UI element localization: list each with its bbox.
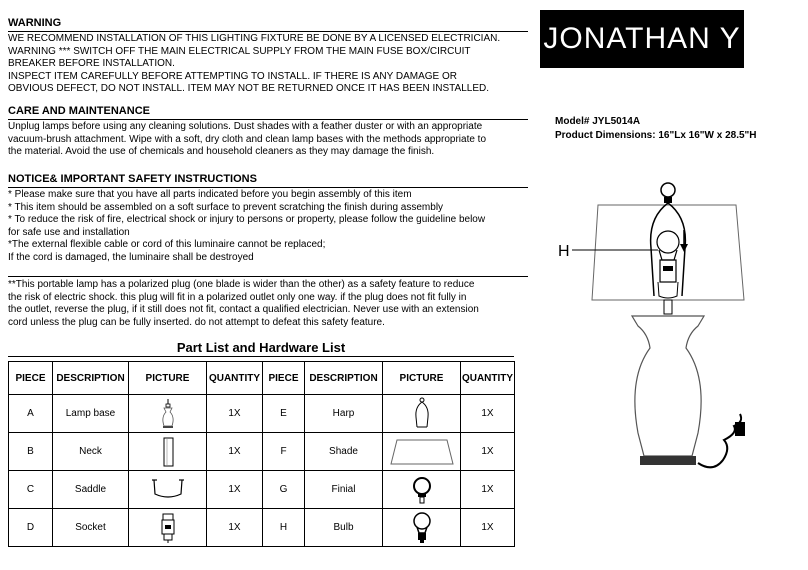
diagram-neck (664, 300, 672, 314)
diagram-cord (698, 414, 741, 467)
diagram-bulb (657, 231, 679, 253)
quantity-cell: 1X (461, 395, 515, 433)
picture-cell (129, 395, 207, 433)
care-section (8, 105, 528, 159)
picture-cell (383, 509, 461, 547)
care-title: CARE AND MAINTENANCE (8, 105, 528, 120)
bulb-icon (411, 511, 433, 545)
warning-section (8, 17, 528, 96)
picture-cell (383, 395, 461, 433)
description-cell: Finial (305, 471, 383, 509)
parts-header-row (9, 362, 515, 395)
description-cell: Saddle (53, 471, 129, 509)
polarized-plug-section (8, 276, 528, 329)
product-info (555, 115, 757, 143)
model-number: Model# JYL5014A (555, 116, 641, 127)
piece-cell: D (9, 509, 53, 547)
header-quantity: QUANTITY (461, 362, 515, 395)
header-piece: PIECE (9, 362, 53, 395)
diagram-plug (735, 422, 745, 436)
table-row (9, 509, 515, 547)
table-row (9, 395, 515, 433)
diagram-label-h: H (558, 243, 570, 260)
header-picture: PICTURE (383, 362, 461, 395)
diagram-finial (661, 183, 675, 197)
table-row (9, 471, 515, 509)
piece-cell: B (9, 433, 53, 471)
picture-cell (129, 509, 207, 547)
notice-text: * Please make sure that you have all parts indicated before you begin assembly of this item * This item should be assembled on a soft surface to prevent scratching the finish during assembly * To reduce the risk of fire, electrical shock or injury to persons or property, please follow the guideline below for safe use and installation *The external flexible cable or cord of this luminaire cannot be replaced; If the cord is damaged, the luminaire shall be destroyed (8, 189, 486, 263)
picture-cell (129, 433, 207, 471)
piece-cell: H (263, 509, 305, 547)
picture-cell (383, 471, 461, 509)
saddle-icon (150, 476, 186, 504)
diagram-saddle (658, 282, 678, 298)
finial-icon (411, 475, 433, 505)
description-cell: Harp (305, 395, 383, 433)
piece-cell: E (263, 395, 305, 433)
quantity-cell: 1X (207, 395, 263, 433)
table-row (9, 433, 515, 471)
polarized-plug-text: **This portable lamp has a polarized plug (one blade is wider than the other) as a safety feature to reduce the risk of electric shock. this plug will fit in a polarized outlet only one way. if the plug does not fit fully in the outlet, reverse the plug, if it still does not fit, contact a qualified electrician. Never use with an extension cord unless the plug can be fully inserted. do not attempt to defeat this safety feature. (8, 279, 479, 328)
header-quantity: QUANTITY (207, 362, 263, 395)
piece-cell: G (263, 471, 305, 509)
quantity-cell: 1X (207, 471, 263, 509)
description-cell: Socket (53, 509, 129, 547)
piece-cell: F (263, 433, 305, 471)
parts-title-divider (8, 356, 514, 357)
harp-icon (412, 397, 432, 431)
quantity-cell: 1X (461, 509, 515, 547)
picture-cell (129, 471, 207, 509)
socket-icon (158, 512, 178, 544)
header-picture: PICTURE (129, 362, 207, 395)
diagram-base (632, 316, 704, 456)
notice-title: NOTICE& IMPORTANT SAFETY INSTRUCTIONS (8, 173, 528, 188)
lamp-assembly-diagram (548, 178, 788, 483)
parts-list-title: Part List and Hardware List (176, 340, 346, 355)
warning-text: WE RECOMMEND INSTALLATION OF THIS LIGHTING FIXTURE BE DONE BY A LICENSED ELECTRICIAN. WARNING *** SWITCH OFF THE MAIN ELECTRICAL SUPPLY FROM THE MAIN FUSE BOX/CIRCUIT BREAKER BEFORE INSTALLATION. INSPECT ITEM CAREFULLY BEFORE ATTEMPTING TO INSTALL. IF THERE IS ANY DAMAGE OR OBVIOUS DEFECT, DO NOT INSTALL. ITEM MAY NOT BE RETURNED ONCE IT HAS BEEN INSTALLED. (8, 33, 501, 94)
quantity-cell: 1X (207, 509, 263, 547)
shade-icon (389, 436, 455, 468)
quantity-cell: 1X (207, 433, 263, 471)
description-cell: Shade (305, 433, 383, 471)
description-cell: Lamp base (53, 395, 129, 433)
quantity-cell: 1X (461, 471, 515, 509)
notice-section (8, 173, 528, 264)
description-cell: Bulb (305, 509, 383, 547)
lamp-base-icon (158, 398, 178, 430)
description-cell: Neck (53, 433, 129, 471)
care-text: Unplug lamps before using any cleaning solutions. Dust shades with a feather duster or with an appropriate vacuum-brush attachment. Wipe with a soft, dry cloth and clean lamp bases with the methods appropriate to the material. Avoid the use of chemicals and household cleaners as they may damage the finish. (8, 121, 487, 157)
piece-cell: C (9, 471, 53, 509)
quantity-cell: 1X (461, 433, 515, 471)
parts-table (8, 361, 515, 547)
product-dimensions: Product Dimensions: 16"Lx 16"W x 28.5"H (555, 130, 757, 141)
header-description: DESCRIPTION (53, 362, 129, 395)
header-description: DESCRIPTION (305, 362, 383, 395)
piece-cell: A (9, 395, 53, 433)
warning-title: WARNING (8, 17, 528, 32)
brand-logo: JONATHAN Y (540, 10, 744, 68)
neck-icon (158, 436, 178, 468)
picture-cell (383, 433, 461, 471)
header-piece: PIECE (263, 362, 305, 395)
